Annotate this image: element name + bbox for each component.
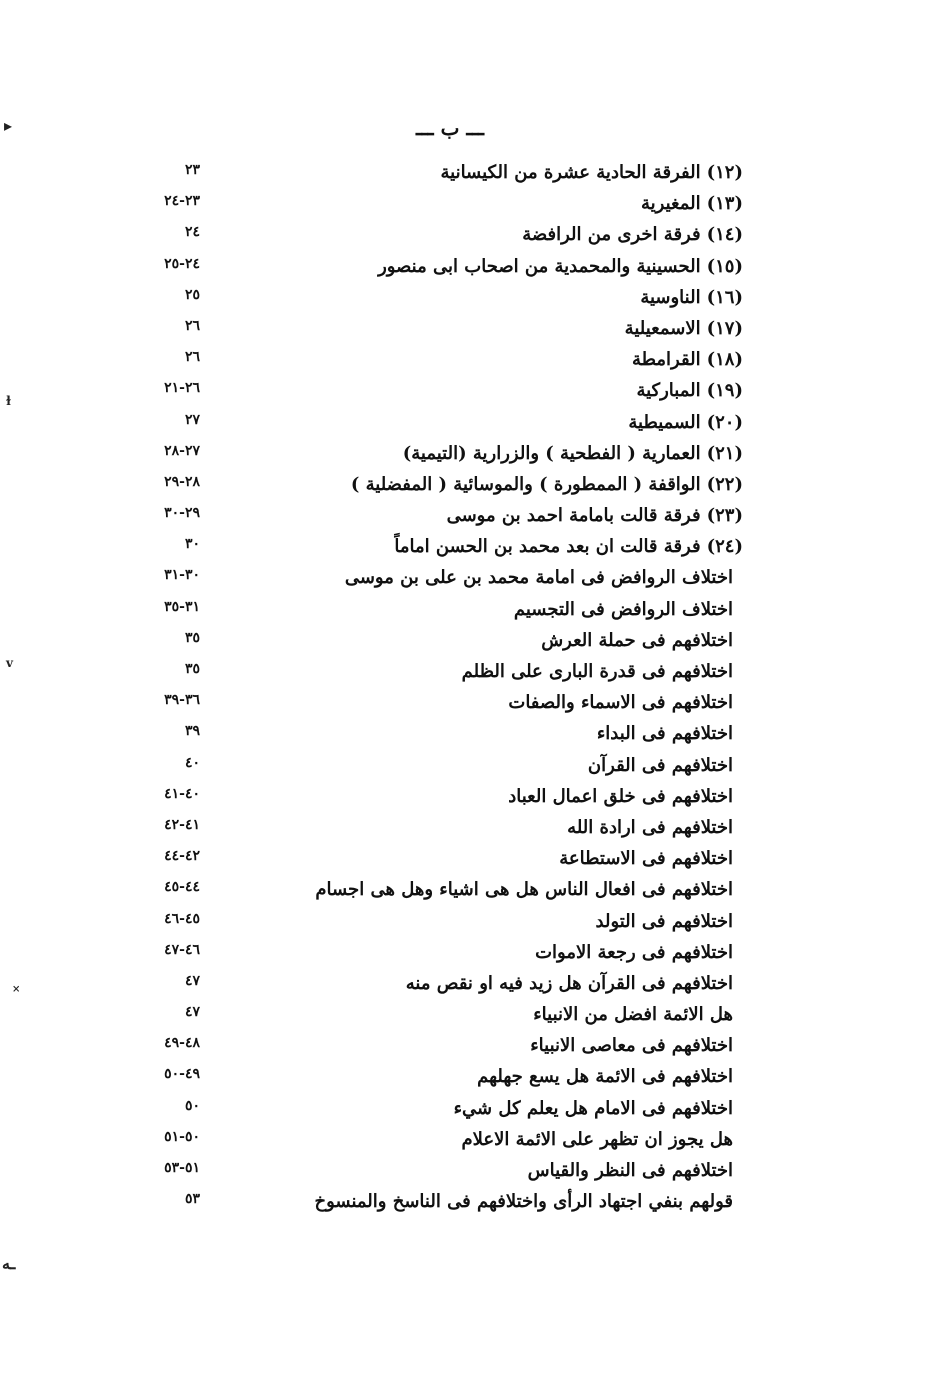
toc-entry-pages: ٢٧	[184, 411, 200, 428]
toc-entry-pages: ٤٧	[184, 972, 200, 989]
toc-entry-text: القرامطة	[632, 349, 701, 371]
toc-entry-title	[273, 687, 733, 718]
toc-entry-text: اختلافهم فى النظر والقياس	[527, 1160, 733, 1181]
toc-entry-text: اختلافهم فى افعال الناس هل هى اشياء وهل هى اجسام	[315, 879, 733, 901]
toc-row	[0, 562, 948, 593]
toc-entry-pages: ٢٦	[184, 317, 200, 334]
toc-row	[0, 625, 948, 656]
toc-entry-pages: ٢٦	[184, 349, 200, 366]
toc-entry-text: اختلافهم فى قدرة البارى على الظلم	[461, 661, 733, 682]
toc-row	[0, 251, 948, 282]
toc-row	[0, 438, 948, 469]
toc-entry-pages: ٣٠	[184, 536, 200, 553]
toc-entry-text: فرقة قالت بامامة احمد بن موسى	[446, 505, 701, 527]
toc-entry-text: اختلافهم فى خلق اعمال العباد	[508, 785, 733, 807]
toc-entry-text: اختلافهم فى الامام هل يعلم كل شيء	[453, 1097, 733, 1119]
toc-entry-number: (١٩)	[706, 380, 743, 402]
toc-entry-text: اختلاف الروافض فى امامة محمد بن على بن موسى	[344, 567, 733, 589]
toc-row	[0, 968, 948, 999]
toc-entry-text: السميطية	[628, 411, 701, 433]
toc-row	[0, 781, 948, 812]
toc-entry-title	[273, 843, 733, 874]
toc-entry-title	[283, 438, 743, 469]
toc-entry-pages: ٤٤-٤٥	[164, 879, 200, 896]
toc-entry-pages: ٢٤-٢٥	[164, 255, 200, 272]
toc-entry-title	[283, 188, 743, 219]
toc-entry-pages: ٥٣	[184, 1191, 200, 1208]
toc-entry-text: اختلافهم فى الاستطاعة	[559, 848, 733, 870]
toc-entry-pages: ٢٣	[184, 162, 200, 178]
toc-entry-pages: ٢٩-٣٠	[164, 505, 200, 522]
toc-entry-pages: ٤٥-٤٦	[164, 910, 200, 927]
margin-mark: ▸	[4, 116, 13, 135]
toc-row	[0, 1186, 948, 1217]
toc-entry-pages: ٥١-٥٣	[164, 1160, 200, 1176]
toc-entry-number: (١٦)	[706, 286, 743, 308]
toc-entry-title	[273, 1124, 733, 1155]
margin-mark: ـه	[2, 1254, 16, 1273]
toc-entry-title	[283, 407, 743, 438]
toc-entry-text: اختلافهم فى الائمة هل يسع جهلهم	[477, 1066, 733, 1088]
margin-mark: ɫ	[6, 394, 11, 408]
toc-entry-text: هل يجوز ان تظهر على الائمة الاعلام	[461, 1128, 733, 1150]
page-header: ـــ ب ـــ	[416, 116, 484, 140]
toc-entry-text: فرقة اخرى من الرافضة	[522, 224, 701, 246]
toc-entry-title	[273, 750, 733, 781]
toc-row	[0, 1093, 948, 1124]
toc-entry-pages: ٤٦-٤٧	[164, 941, 200, 958]
toc-row	[0, 344, 948, 375]
toc-entry-number: (١٢)	[706, 162, 743, 183]
table-of-contents	[0, 157, 948, 1217]
toc-entry-text: اختلافهم فى ارادة الله	[567, 816, 733, 838]
toc-entry-pages: ٢٧-٢٨	[164, 442, 200, 459]
toc-entry-pages: ٤١-٤٢	[164, 816, 200, 833]
toc-row	[0, 1061, 948, 1092]
toc-entry-text: المباركية	[636, 380, 701, 402]
toc-entry-title	[283, 282, 743, 313]
toc-row	[0, 1124, 948, 1155]
toc-entry-number: (١٣)	[706, 193, 743, 215]
toc-entry-title	[273, 1030, 733, 1061]
toc-row	[0, 718, 948, 749]
toc-entry-pages: ٢٥	[184, 286, 200, 303]
toc-row	[0, 594, 948, 625]
toc-row	[0, 469, 948, 500]
toc-entry-pages: ٤٩-٥٠	[164, 1066, 200, 1083]
toc-entry-title	[273, 906, 733, 937]
toc-entry-text: الفرقة الحادية عشرة من الكيسانية	[440, 162, 701, 183]
toc-row	[0, 157, 948, 188]
toc-entry-title	[283, 251, 743, 282]
toc-entry-text: اختلافهم فى معاصى الانبياء	[530, 1035, 733, 1057]
toc-entry-number: (٢٠)	[706, 411, 743, 433]
toc-entry-pages: ٣٥	[184, 629, 200, 646]
toc-entry-title	[273, 562, 733, 593]
toc-entry-pages: ٥٠-٥١	[164, 1128, 200, 1145]
toc-row	[0, 282, 948, 313]
toc-entry-text: قولهم بنفي اجتهاد الرأى واختلافهم فى الناسخ والمنسوخ	[314, 1191, 733, 1213]
toc-row	[0, 874, 948, 905]
toc-entry-text: اختلافهم فى القرآن	[587, 754, 733, 776]
toc-entry-text: هل الائمة افضل من الانبياء	[533, 1004, 733, 1026]
toc-entry-pages: ٤٧	[184, 1004, 200, 1021]
toc-row	[0, 407, 948, 438]
toc-entry-text: فرقة قالت ان بعد محمد بن الحسن اماماً	[394, 536, 701, 558]
toc-entry-number: (١٥)	[706, 255, 743, 277]
toc-entry-title	[273, 594, 733, 625]
toc-entry-pages: ٢٨-٢٩	[164, 473, 200, 490]
toc-entry-title	[273, 1186, 733, 1217]
toc-entry-title	[283, 344, 743, 375]
toc-entry-pages: ٢٣-٢٤	[164, 193, 200, 210]
toc-entry-title	[273, 625, 733, 656]
toc-entry-text: العمارية ( الفطحية ) والزرارية (التيمية)	[402, 442, 701, 464]
toc-entry-title	[273, 937, 733, 968]
toc-entry-title	[273, 718, 733, 749]
toc-entry-title	[283, 313, 743, 344]
toc-row	[0, 313, 948, 344]
toc-row	[0, 812, 948, 843]
toc-entry-number: (١٤)	[706, 224, 743, 246]
toc-entry-number: (٢١)	[706, 442, 743, 464]
toc-entry-number: (١٧)	[706, 317, 743, 339]
toc-entry-text: اختلافهم فى البداء	[596, 723, 733, 745]
toc-entry-text: الواقفة ( الممطورة ) والموسائية ( المفضلية )	[350, 473, 701, 495]
toc-entry-title	[283, 219, 743, 250]
toc-entry-pages: ٤٢-٤٤	[164, 848, 200, 865]
toc-entry-text: اختلافهم فى حملة العرش	[541, 629, 733, 651]
toc-entry-pages: ٣٦-٣٩	[164, 692, 200, 709]
margin-mark: v	[6, 656, 13, 670]
toc-entry-text: اختلافهم فى الاسماء والصفات	[508, 692, 733, 714]
toc-row	[0, 906, 948, 937]
toc-entry-title	[283, 469, 743, 500]
toc-entry-text: اختلافهم فى رجعة الاموات	[535, 941, 733, 963]
toc-row	[0, 656, 948, 687]
toc-entry-pages: ٥٠	[184, 1097, 200, 1114]
toc-row	[0, 999, 948, 1030]
toc-entry-title	[283, 157, 743, 188]
toc-entry-number: (٢٣)	[706, 505, 743, 527]
toc-row	[0, 750, 948, 781]
toc-entry-title	[273, 1061, 733, 1092]
toc-entry-title	[283, 375, 743, 406]
toc-entry-title	[273, 656, 733, 687]
toc-row	[0, 219, 948, 250]
toc-row	[0, 1155, 948, 1186]
toc-entry-text: الاسمعيلية	[624, 317, 701, 339]
toc-entry-title	[273, 968, 733, 999]
toc-entry-pages: ٤٨-٤٩	[164, 1035, 200, 1052]
toc-entry-pages: ٢٦-٢١	[164, 380, 200, 397]
toc-entry-text: الناوسية	[640, 286, 701, 308]
toc-entry-pages: ٣٠-٣١	[164, 567, 200, 584]
toc-entry-number: (١٨)	[706, 349, 743, 371]
toc-entry-title	[283, 500, 743, 531]
toc-entry-pages: ٤٠	[184, 754, 200, 771]
toc-entry-title	[273, 812, 733, 843]
toc-entry-pages: ٤٠-٤١	[164, 785, 200, 802]
toc-entry-title	[273, 874, 733, 905]
toc-entry-pages: ٣١-٣٥	[164, 598, 200, 615]
toc-entry-text: اختلاف الروافض فى التجسيم	[513, 598, 733, 620]
toc-entry-text: المغيرية	[640, 193, 701, 215]
toc-entry-title	[273, 1155, 733, 1186]
toc-entry-pages: ٣٩	[184, 723, 200, 740]
toc-entry-text: الحسينية والمحمدية من اصحاب ابى منصور	[378, 255, 701, 277]
toc-row	[0, 531, 948, 562]
toc-row	[0, 1030, 948, 1061]
toc-row	[0, 937, 948, 968]
toc-entry-number: (٢٤)	[706, 536, 743, 558]
margin-mark: ×	[12, 984, 21, 995]
toc-row	[0, 188, 948, 219]
toc-entry-title	[273, 1093, 733, 1124]
toc-entry-text: اختلافهم فى القرآن هل زيد فيه او نقص منه	[405, 972, 733, 994]
toc-entry-title	[273, 781, 733, 812]
toc-entry-number: (٢٢)	[706, 473, 743, 495]
toc-entry-text: اختلافهم فى التولد	[595, 910, 733, 932]
toc-row	[0, 687, 948, 718]
toc-entry-title	[273, 999, 733, 1030]
toc-row	[0, 843, 948, 874]
toc-row	[0, 375, 948, 406]
toc-entry-pages: ٣٥	[184, 661, 200, 677]
toc-entry-pages: ٢٤	[184, 224, 200, 241]
toc-entry-title	[283, 531, 743, 562]
toc-row	[0, 500, 948, 531]
